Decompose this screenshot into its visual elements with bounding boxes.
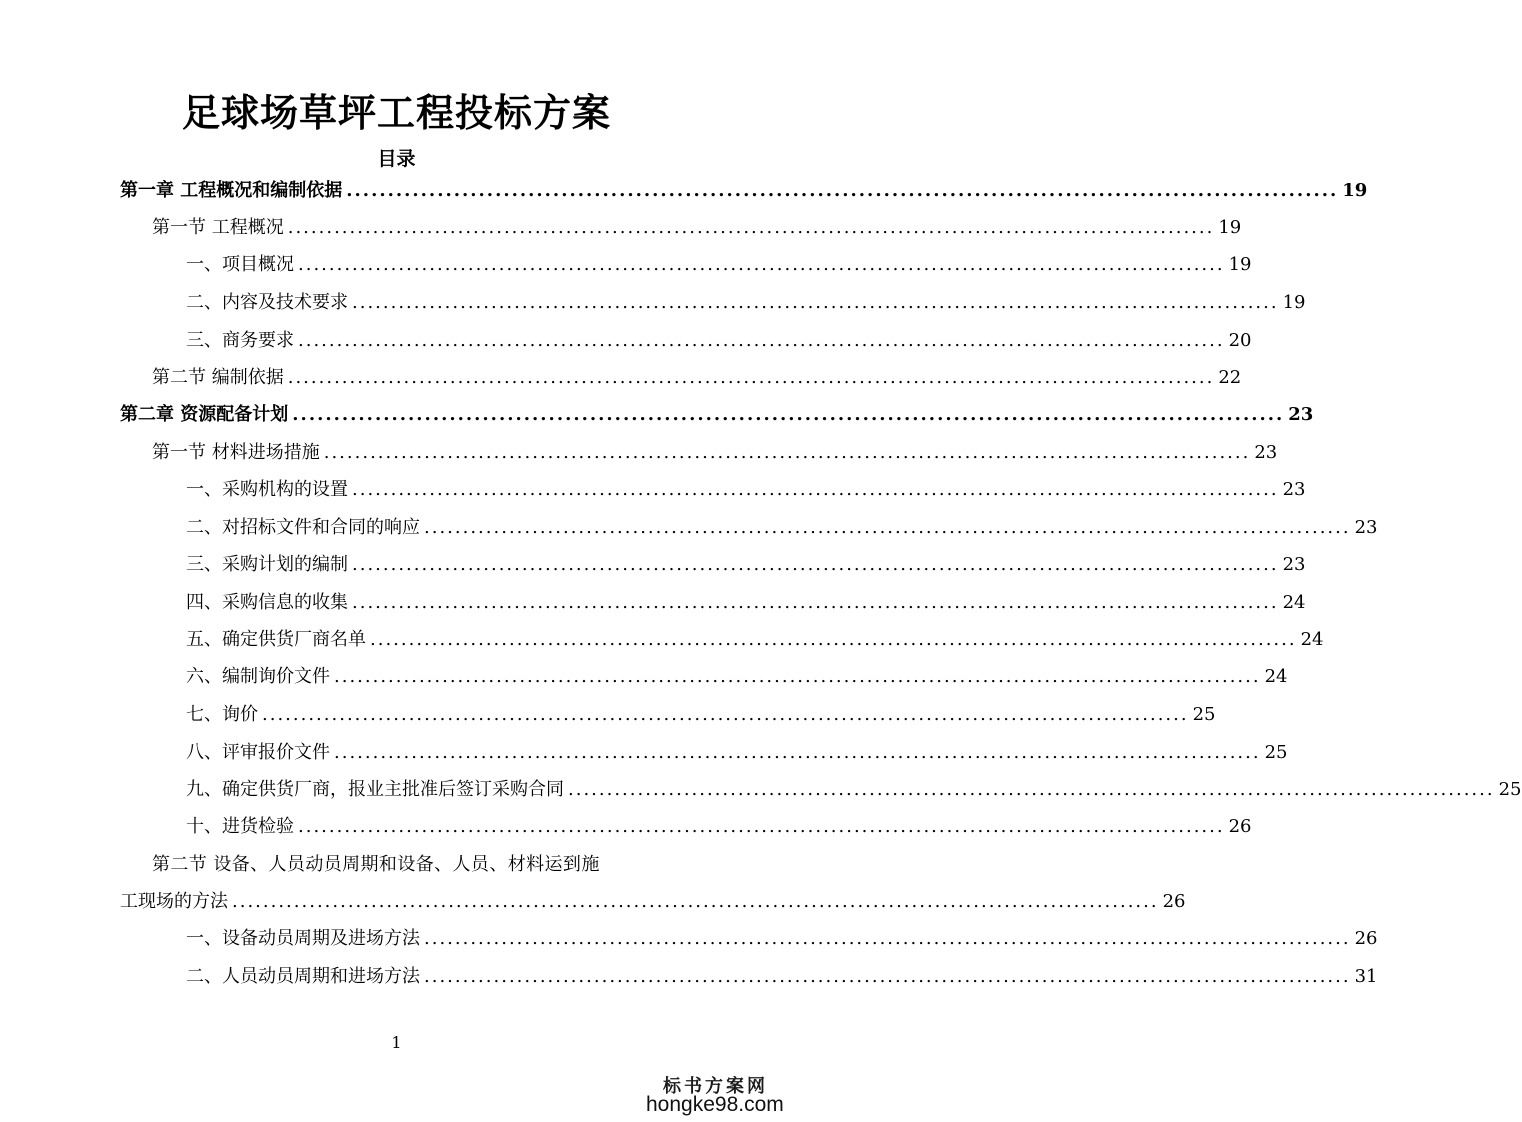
toc-entry-page: 24 xyxy=(1282,592,1306,613)
toc-entry-page: 25 xyxy=(1498,779,1522,800)
toc-entry-page: 23 xyxy=(1288,404,1314,425)
toc-leader-dots: ........................................................................................................................ xyxy=(370,629,1297,650)
toc-entry-label: 第一节 工程概况 xyxy=(152,217,284,238)
toc-entry-page: 23 xyxy=(1354,517,1378,538)
toc-entry-label: 九、确定供货厂商，报业主批准后签订采购合同 xyxy=(186,779,564,800)
toc-entry-label: 四、采购信息的收集 xyxy=(186,592,348,613)
toc-leader-dots: ........................................................................................................................ xyxy=(568,779,1495,800)
toc-entry-label: 十、进货检验 xyxy=(186,816,294,837)
toc-entry-label: 八、评审报价文件 xyxy=(186,742,330,763)
toc-entry-page: 19 xyxy=(1342,180,1368,201)
watermark-url: hongke98.com xyxy=(646,1093,784,1116)
toc-entry[interactable] xyxy=(186,961,1378,989)
toc-entry[interactable] xyxy=(186,474,1306,502)
toc-entry[interactable] xyxy=(186,699,1216,727)
toc-leader-dots: ........................................................................................................................ xyxy=(352,554,1279,575)
toc-leader-dots: ........................................................................................................................ xyxy=(352,292,1279,313)
toc-entry[interactable] xyxy=(186,587,1306,615)
toc-entry-page: 19 xyxy=(1282,292,1306,313)
toc-entry-label: 工现场的方法 xyxy=(120,891,228,912)
toc-entry-label: 三、采购计划的编制 xyxy=(186,554,348,575)
toc-leader-dots: ........................................................................................................................ xyxy=(352,592,1279,613)
toc-entry-label: 第二节 编制依据 xyxy=(152,367,284,388)
toc-entry[interactable] xyxy=(186,325,1252,353)
toc-entry-page: 23 xyxy=(1282,554,1306,575)
toc-entry[interactable] xyxy=(186,737,1288,765)
toc-leader-dots: ........................................................................................................................ xyxy=(232,891,1159,912)
toc-entry-page: 23 xyxy=(1282,479,1306,500)
toc-entry-page: 24 xyxy=(1300,629,1324,650)
watermark-name: 标书方案网 xyxy=(663,1076,768,1097)
toc-entry-label: 第一节 材料进场措施 xyxy=(152,442,320,463)
toc-entry-page: 23 xyxy=(1254,442,1278,463)
toc-leader-dots: ........................................................................................................................ xyxy=(262,704,1189,725)
toc-entry[interactable] xyxy=(152,212,1242,240)
toc-leader-dots: ........................................................................................................................ xyxy=(298,330,1225,351)
toc-entry[interactable] xyxy=(186,512,1378,540)
toc-heading: 目录 xyxy=(377,148,416,170)
toc-entry-label: 第二节 设备、人员动员周期和设备、人员、材料运到施 xyxy=(152,854,600,875)
toc-entry[interactable] xyxy=(152,362,1242,390)
toc-entry-label: 七、询价 xyxy=(186,704,258,725)
toc-entry[interactable] xyxy=(152,437,1278,465)
toc-leader-dots: ........................................................................................................................ xyxy=(346,180,1339,201)
toc-leader-dots: ........................................................................................................................ xyxy=(424,966,1351,987)
toc-entry[interactable] xyxy=(186,287,1306,315)
toc-entry-label: 第一章 工程概况和编制依据 xyxy=(120,180,343,201)
toc-entry-label: 三、商务要求 xyxy=(186,330,294,351)
toc-leader-dots: ........................................................................................................................ xyxy=(323,442,1251,463)
page-number: 1 xyxy=(391,1033,402,1052)
toc-entry-label: 一、项目概况 xyxy=(186,254,294,275)
toc-leader-dots: ........................................................................................................................ xyxy=(352,479,1279,500)
toc-entry-page: 25 xyxy=(1264,742,1288,763)
toc-leader-dots: ........................................................................................................................ xyxy=(334,666,1261,687)
toc-entry[interactable] xyxy=(120,886,1186,914)
toc-entry-label: 二、内容及技术要求 xyxy=(186,292,348,313)
toc-entry-page: 26 xyxy=(1162,891,1186,912)
toc-leader-dots: ........................................................................................................................ xyxy=(287,217,1215,238)
toc-entry[interactable] xyxy=(186,923,1378,951)
toc-entry[interactable] xyxy=(152,849,672,877)
toc-entry-page: 25 xyxy=(1192,704,1216,725)
toc-entry-page: 26 xyxy=(1354,928,1378,949)
toc-entry[interactable] xyxy=(186,811,1252,839)
toc-entry[interactable] xyxy=(186,661,1288,689)
toc-entry-page: 19 xyxy=(1218,217,1242,238)
toc-entry-label: 五、确定供货厂商名单 xyxy=(186,629,366,650)
toc-entry-label: 一、采购机构的设置 xyxy=(186,479,348,500)
toc-entry-label: 六、编制询价文件 xyxy=(186,666,330,687)
toc-entry-page: 24 xyxy=(1264,666,1288,687)
document-title: 足球场草坪工程投标方案 xyxy=(181,90,611,135)
toc-entry[interactable] xyxy=(120,175,1368,203)
toc-leader-dots: ........................................................................................................................ xyxy=(334,742,1261,763)
toc-entry-page: 26 xyxy=(1228,816,1252,837)
toc-leader-dots: ........................................................................................................................ xyxy=(298,816,1225,837)
toc-entry-label: 一、设备动员周期及进场方法 xyxy=(186,928,420,949)
toc-leader-dots: ........................................................................................................................ xyxy=(287,367,1215,388)
toc-entry-label: 第二章 资源配备计划 xyxy=(120,404,289,425)
toc-entry-page: 19 xyxy=(1228,254,1252,275)
toc-entry-page: 22 xyxy=(1218,367,1242,388)
toc-entry-page: 20 xyxy=(1228,330,1252,351)
toc-entry-page: 31 xyxy=(1354,966,1378,987)
toc-leader-dots: ........................................................................................................................ xyxy=(292,404,1285,425)
toc-entry-label: 二、对招标文件和合同的响应 xyxy=(186,517,420,538)
toc-leader-dots: ........................................................................................................................ xyxy=(424,928,1351,949)
toc-entry[interactable] xyxy=(186,249,1252,277)
toc-entry-label: 二、人员动员周期和进场方法 xyxy=(186,966,420,987)
toc-entry[interactable] xyxy=(186,549,1306,577)
toc-leader-dots: ........................................................................................................................ xyxy=(424,517,1351,538)
toc-leader-dots: ........................................................................................................................ xyxy=(298,254,1225,275)
toc-entry[interactable] xyxy=(186,624,1324,652)
toc-entry[interactable] xyxy=(186,774,1522,802)
toc-entry[interactable] xyxy=(120,399,1314,427)
